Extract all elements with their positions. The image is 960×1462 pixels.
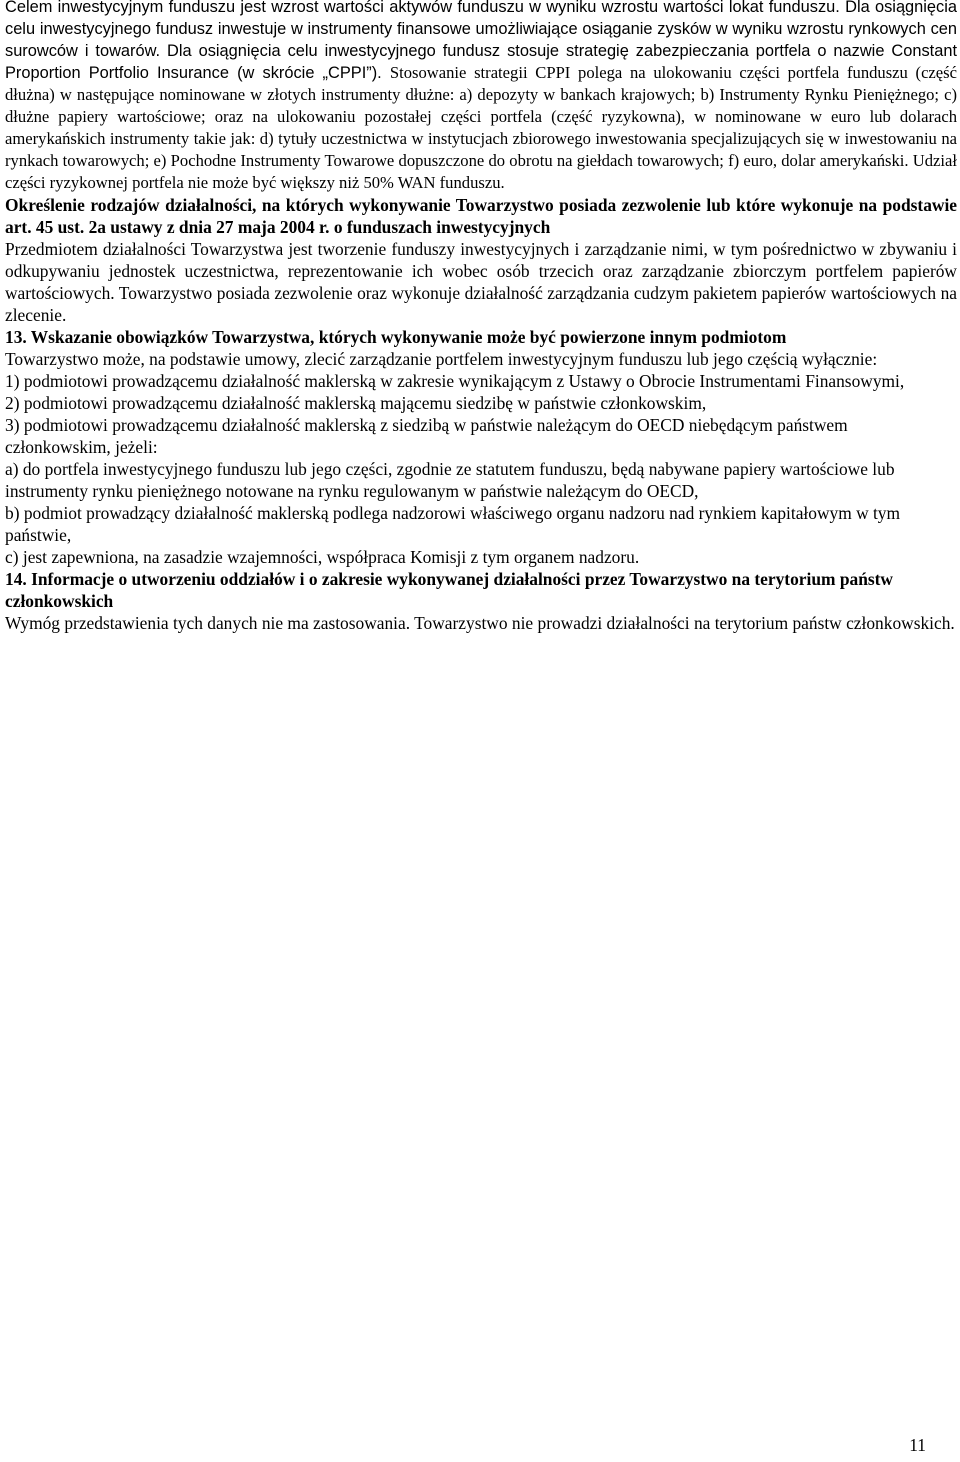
section-13-item-b: b) podmiot prowadzący działalność maklerską podlega nadzorowi właściwego organu nadzoru nad rynkiem kapitałowym w tym państwie, — [5, 503, 901, 545]
section-13-item-3: 3) podmiotowi prowadzącemu działalność maklerską z siedzibą w państwie należącym do OECD niebędącym państwem członkowskim, jeżeli: — [5, 415, 848, 457]
section-13-item-a: a) do portfela inwestycyjnego funduszu lub jego części, zgodnie ze statutem funduszu, będą nabywane papiery wartościowe lub instrumenty rynku pieniężnego notowane na rynku regulowanym w państwie należącym do OECD, — [5, 459, 895, 501]
investment-goal-paragraph — [5, 0, 957, 194]
investment-goal-text: Celem inwestycyjnym funduszu jest wzrost wartości aktywów funduszu w wyniku wzrostu wartości lokat funduszu. Dla osiągnięcia celu inwestycyjnego fundusz inwestuje w instrumenty finansowe umożliwiające osiąganie zysków w wyniku wzrostu rynkowych cen surowców i towarów. Dla osiągnięcia celu inwestycyjnego fundusz stosuje strategię zabezpieczania portfela o nazwie Constant Proportion Portfolio Insurance (w skrócie „CPPI”). — [5, 0, 957, 82]
section-13-heading: 13. Wskazanie obowiązków Towarzystwa, których wykonywanie może być powierzone innym podmiotom — [5, 327, 787, 347]
cppi-strategy-text: Stosowanie strategii CPPI polega na ulokowaniu części portfela funduszu (część dłużna) w następujące nominowane w złotych instrumenty dłużne: a) depozyty w bankach krajowych; b) Instrumenty Rynku Pieniężnego; c) dłużne papiery wartościowe; oraz na ulokowaniu pozostałej części portfela (część ryzykowna), w nominowane w euro lub dolarach amerykańskich instrumenty takie jak: d) tytuły uczestnictwa w instytucjach zbiorowego inwestowania specjalizujących się w inwestowaniu na rynkach towarowych; e) Pochodne Instrumenty Towarowe dopuszczone do obrotu na giełdach towarowych; f) euro, dolar amerykański. Udział części ryzykownej portfela nie może być większy niż 50% WAN funduszu. — [5, 63, 957, 192]
page-number: 11 — [909, 1435, 926, 1455]
document-page — [5, 0, 957, 634]
section-14-heading: 14. Informacje o utworzeniu oddziałów i o zakresie wykonywanej działalności przez Towarzystwo na terytorium państw członkowskich — [5, 569, 893, 611]
section-13-item-2: 2) podmiotowi prowadzącemu działalność maklerską mającemu siedzibę w państwie członkowskim, — [5, 393, 707, 413]
section-13-intro: Towarzystwo może, na podstawie umowy, zlecić zarządzanie portfelem inwestycyjnym funduszu lub jego częścią wyłącznie: — [5, 349, 878, 369]
section-13-item-1: 1) podmiotowi prowadzącemu działalność maklerską w zakresie wynikającym z Ustawy o Obrocie Instrumentami Finansowymi, — [5, 371, 905, 391]
activities-paragraph: Przedmiotem działalności Towarzystwa jest tworzenie funduszy inwestycyjnych i zarządzanie nimi, w tym pośrednictwo w zbywaniu i odkupywaniu jednostek uczestnictwa, reprezentowanie ich wobec osób trzecich oraz zarządzanie zbiorczym portfelem papierów wartościowych. Towarzystwo posiada zezwolenie oraz wykonuje działalność zarządzania cudzym pakietem papierów wartościowych na zlecenie. — [5, 239, 957, 325]
section-13-item-c: c) jest zapewniona, na zasadzie wzajemności, współpraca Komisji z tym organem nadzoru. — [5, 547, 640, 567]
section-14-paragraph: Wymóg przedstawienia tych danych nie ma zastosowania. Towarzystwo nie prowadzi działalności na terytorium państw członkowskich. — [5, 613, 955, 633]
activities-heading: Określenie rodzajów działalności, na których wykonywanie Towarzystwo posiada zezwolenie lub które wykonuje na podstawie art. 45 ust. 2a ustawy z dnia 27 maja 2004 r. o funduszach inwestycyjnych — [5, 195, 957, 237]
